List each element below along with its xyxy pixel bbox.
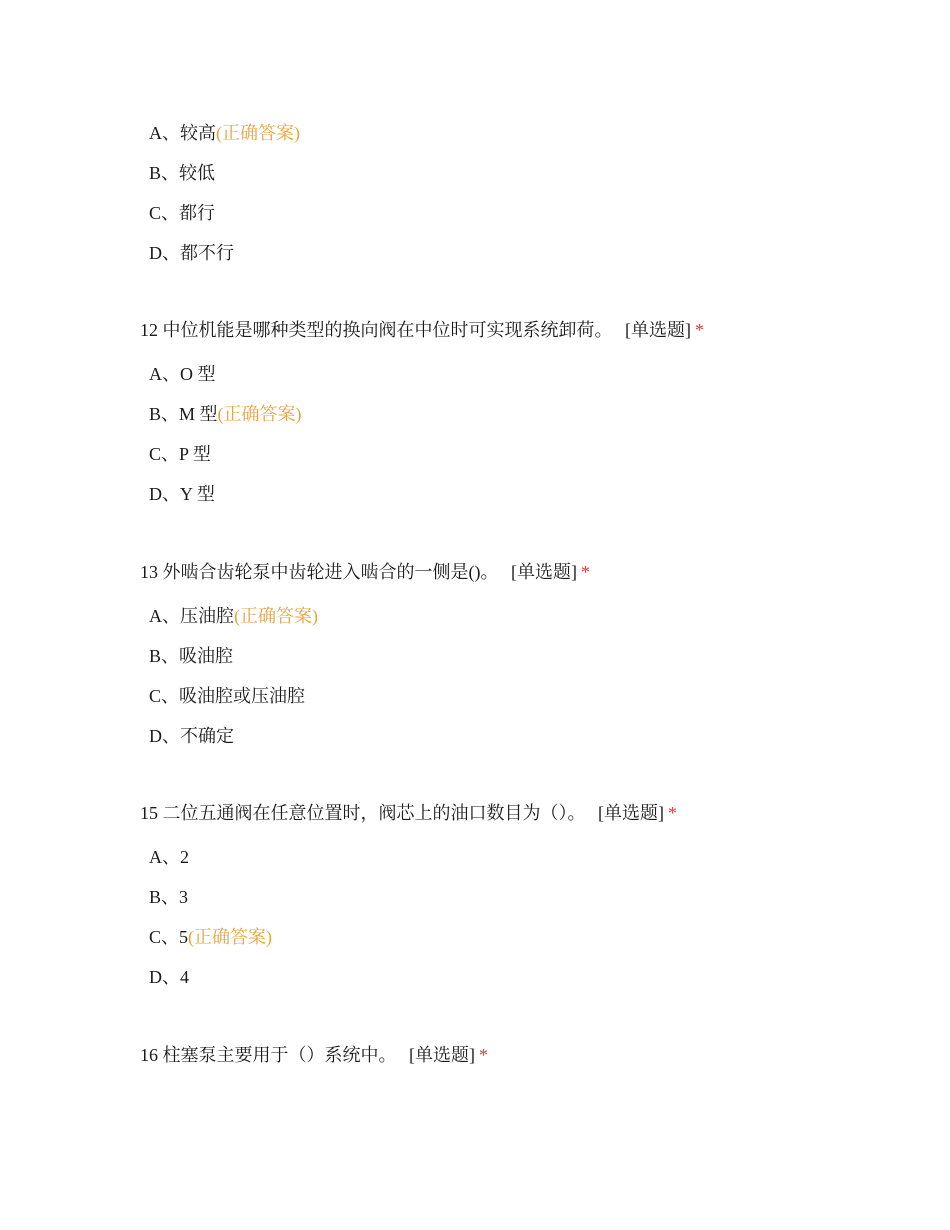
- option-text: O 型: [180, 364, 216, 384]
- option-d: D、都不行: [149, 243, 234, 263]
- option-text: Y 型: [180, 484, 215, 504]
- question-type: [单选题]: [598, 803, 664, 823]
- option-text: 2: [180, 847, 189, 867]
- question-15: [140, 801, 677, 1005]
- option-c: C、都行: [149, 203, 216, 223]
- question-12: [140, 318, 704, 522]
- option-b: B、较低: [149, 163, 216, 183]
- option-a: A、较高(正确答案): [149, 123, 300, 143]
- option-a: A、2: [149, 847, 189, 867]
- question-13: [140, 560, 590, 764]
- option-text: 3: [179, 887, 189, 907]
- required-star: *: [479, 1045, 488, 1065]
- option-text: 压油腔: [180, 606, 234, 626]
- option-letter: C: [149, 203, 162, 223]
- options-list: [149, 362, 704, 506]
- option-text: 不确定: [180, 726, 234, 746]
- question-text: 外啮合齿轮泵中齿轮进入啮合的一侧是()。: [162, 562, 499, 582]
- option-letter: A: [149, 123, 162, 143]
- option-text: 4: [180, 967, 189, 987]
- correct-answer-tag: (正确答案): [217, 404, 302, 424]
- option-b: B、M 型(正确答案): [149, 404, 302, 424]
- option-b: B、吸油腔: [149, 646, 234, 666]
- option-c: C、P 型: [149, 444, 211, 464]
- option-letter: B: [149, 646, 162, 666]
- option-a: A、O 型: [149, 364, 216, 384]
- option-letter: A: [149, 847, 162, 867]
- option-letter: C: [149, 927, 162, 947]
- option-text: 5: [179, 927, 189, 947]
- option-letter: C: [149, 444, 162, 464]
- required-star: *: [695, 320, 704, 340]
- option-d: D、不确定: [149, 726, 234, 746]
- option-letter: A: [149, 606, 162, 626]
- option-letter: D: [149, 484, 162, 504]
- option-text: P 型: [179, 444, 211, 464]
- question-16: [140, 1043, 488, 1067]
- option-letter: B: [149, 887, 162, 907]
- option-c: C、吸油腔或压油腔: [149, 686, 306, 706]
- option-b: B、3: [149, 887, 189, 907]
- question-title: [140, 560, 590, 584]
- question-title: [140, 318, 704, 342]
- option-text: 都不行: [180, 243, 234, 263]
- option-d: D、Y 型: [149, 484, 215, 504]
- option-a: A、压油腔(正确答案): [149, 606, 318, 626]
- option-d: D、4: [149, 967, 189, 987]
- option-c: C、5(正确答案): [149, 927, 273, 947]
- option-text: 较高: [180, 123, 216, 143]
- question-text: 中位机能是哪种类型的换向阀在中位时可实现系统卸荷。: [162, 320, 613, 340]
- question-title: [140, 1043, 488, 1067]
- option-letter: B: [149, 163, 162, 183]
- option-letter: D: [149, 967, 162, 987]
- correct-answer-tag: (正确答案): [234, 606, 318, 626]
- option-letter: A: [149, 364, 162, 384]
- options-list: [149, 845, 677, 989]
- question-number: 13: [140, 562, 158, 582]
- leading-options: [149, 121, 300, 281]
- question-type: [单选题]: [409, 1045, 475, 1065]
- question-title: [140, 801, 677, 825]
- question-text: 柱塞泵主要用于（）系统中。: [162, 1045, 397, 1065]
- option-text: 都行: [179, 203, 216, 223]
- question-type: [单选题]: [625, 320, 691, 340]
- option-letter: D: [149, 243, 162, 263]
- option-text: 吸油腔: [179, 646, 234, 666]
- options-list: [149, 604, 590, 748]
- option-text: 吸油腔或压油腔: [179, 686, 306, 706]
- required-star: *: [581, 562, 590, 582]
- option-text: M 型: [179, 404, 218, 424]
- question-number: 16: [140, 1045, 158, 1065]
- correct-answer-tag: (正确答案): [188, 927, 273, 947]
- correct-answer-tag: (正确答案): [216, 123, 300, 143]
- question-text: 二位五通阀在任意位置时，阀芯上的油口数目为（）。: [162, 803, 586, 823]
- question-number: 12: [140, 320, 158, 340]
- option-text: 较低: [179, 163, 216, 183]
- question-number: 15: [140, 803, 158, 823]
- required-star: *: [668, 803, 677, 823]
- option-letter: B: [149, 404, 162, 424]
- option-letter: C: [149, 686, 162, 706]
- option-letter: D: [149, 726, 162, 746]
- question-type: [单选题]: [511, 562, 577, 582]
